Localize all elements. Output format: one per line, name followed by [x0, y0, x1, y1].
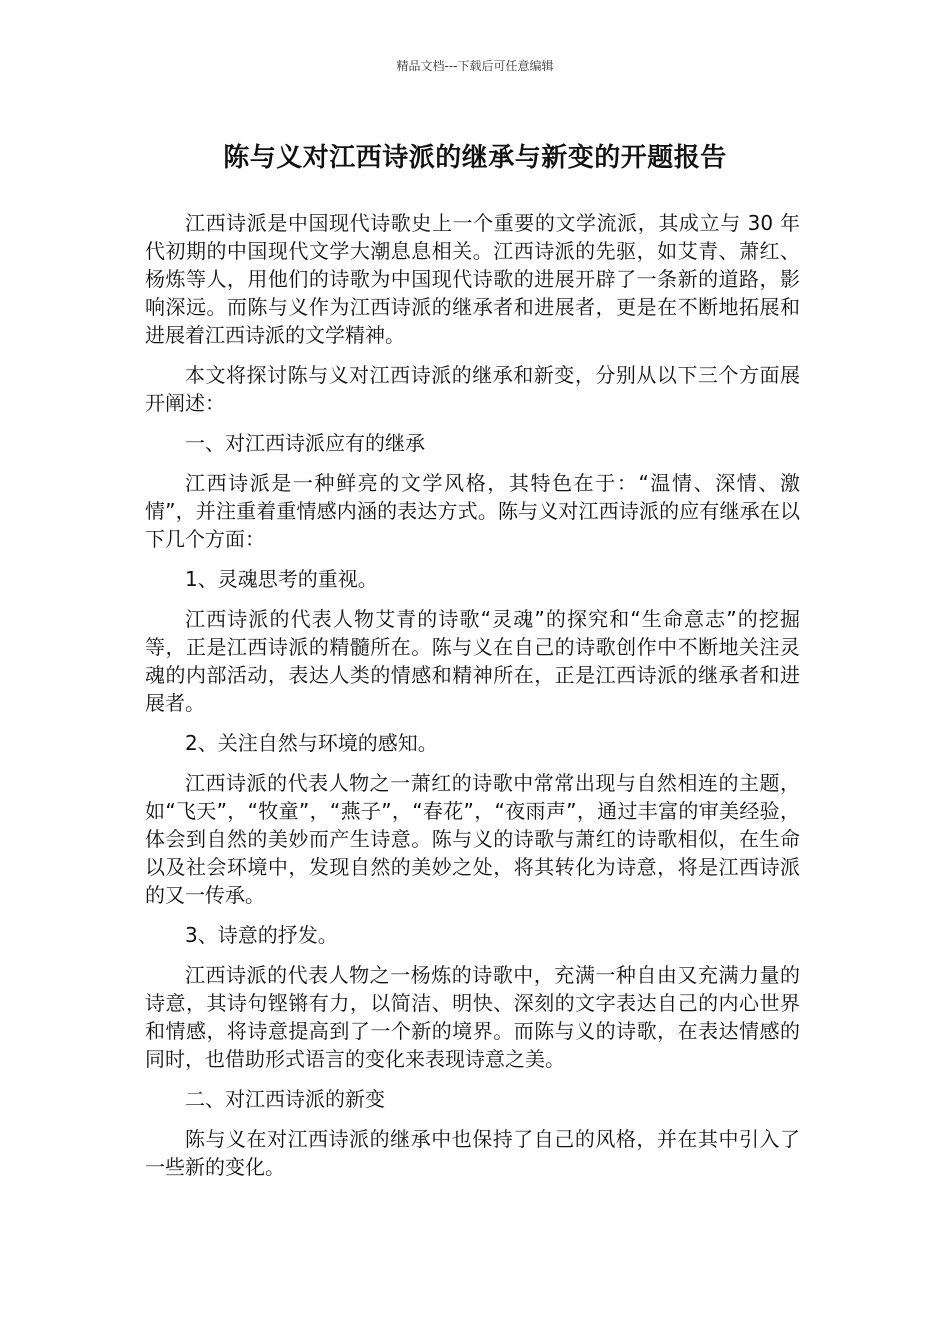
document-title: 陈与义对江西诗派的继承与新变的开题报告: [223, 143, 727, 173]
paragraph: 江西诗派的代表人物之一杨炼的诗歌中，充满一种自由又充满力量的诗意，其诗句铿锵有力，以简洁、明快、深刻的文字表达自己的内心世界和情感，将诗意提高到了一个新的境界。而陈与义的诗歌，在表达情感的同时，也借助形式语言的变化来表现诗意之美。: [145, 963, 800, 1071]
paragraph: 江西诗派是中国现代诗歌史上一个重要的文学流派，其成立与 30 年代初期的中国现代文学大潮息息相关。江西诗派的先驱，如艾青、萧红、杨炼等人，用他们的诗歌为中国现代诗歌的进展开辟了一条新的道路，影响深远。而陈与义作为江西诗派的继承者和进展者，更是在不断地拓展和进展着江西诗派的文学精神。: [145, 211, 800, 347]
page-header: 精品文档---下载后可任意编辑: [396, 59, 554, 73]
subsection-heading: 3、诗意的抒发。: [185, 923, 338, 947]
subsection-heading: 1、灵魂思考的重视。: [185, 567, 378, 591]
paragraph: 本文将探讨陈与义对江西诗派的继承和新变，分别从以下三个方面展开阐述：: [145, 363, 800, 415]
paragraph: 陈与义在对江西诗派的继承中也保持了自己的风格，并在其中引入了一些新的变化。: [145, 1127, 800, 1179]
section-heading: 一、对江西诗派应有的继承: [185, 431, 425, 455]
section-heading: 二、对江西诗派的新变: [185, 1087, 385, 1111]
paragraph: 江西诗派的代表人物之一萧红的诗歌中常常出现与自然相连的主题，如“飞天”，“牧童”，“燕子”，“春花”，“夜雨声”，通过丰富的审美经验，体会到自然的美妙而产生诗意。陈与义的诗歌与萧红的诗歌相似，在生命以及社会环境中，发现自然的美妙之处，将其转化为诗意，将是江西诗派的又一传承。: [145, 771, 800, 907]
paragraph: 江西诗派是一种鲜亮的文学风格，其特色在于：“温情、深情、激情”，并注重着重情感内涵的表达方式。陈与义对江西诗派的应有继承在以下几个方面：: [145, 471, 800, 551]
paragraph: 江西诗派的代表人物艾青的诗歌“灵魂”的探究和“生命意志”的挖掘等，正是江西诗派的精髓所在。陈与义在自己的诗歌创作中不断地关注灵魂的内部活动，表达人类的情感和精神所在，正是江西诗派的继承者和进展者。: [145, 607, 800, 715]
subsection-heading: 2、关注自然与环境的感知。: [185, 731, 438, 755]
document-body: [145, 209, 800, 1193]
